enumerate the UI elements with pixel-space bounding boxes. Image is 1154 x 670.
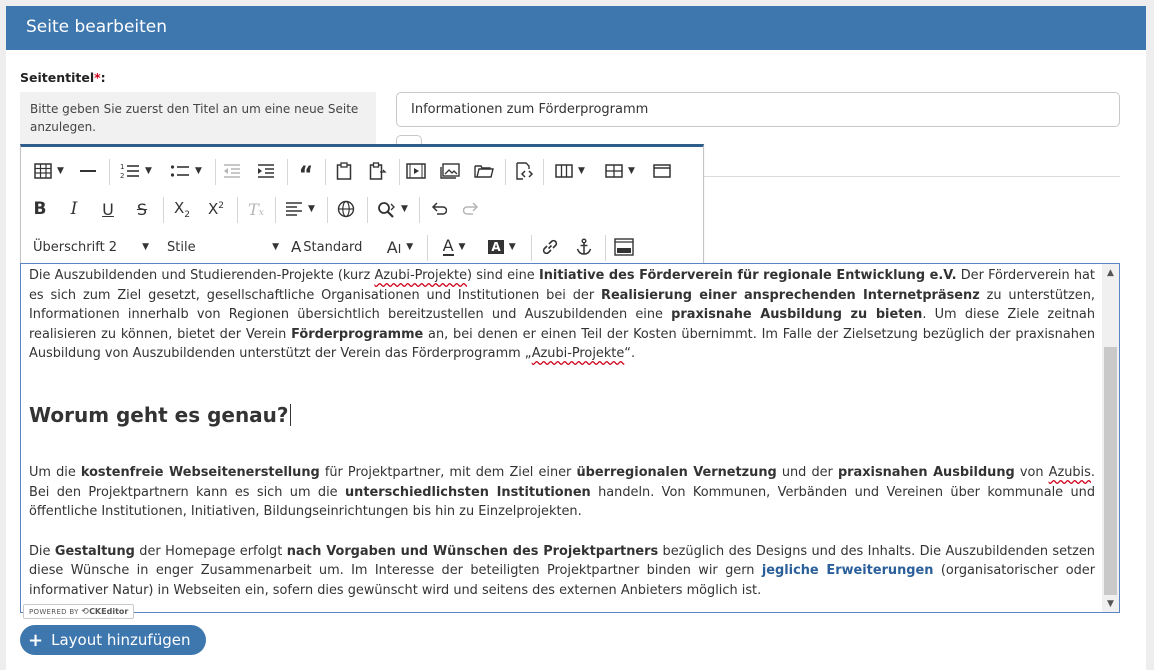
text-run: Die: [29, 543, 55, 559]
subscript-icon: $X_2$: [173, 198, 190, 220]
grid-layout-button[interactable]: [599, 158, 641, 184]
editor-scrollbar[interactable]: [1102, 264, 1119, 612]
chevron-down-icon: ▼: [308, 204, 315, 214]
file-browser-button[interactable]: [471, 158, 497, 184]
text-run: bezüglich des Designs und des Inhalts. Die Auszubildenden setzen diese Wünsche in enger Zusammenarbeit um. Im Interesse der beteiligten Projektpartner binden wir gern: [29, 543, 1095, 579]
undo-icon: [429, 202, 447, 216]
font-size-icon: AI: [386, 237, 402, 257]
text-run: Um die: [29, 464, 81, 480]
text-run: an, bei denen er einen Teil der Kosten übernimmt. Im Falle der Zielsetzung bezüglich der praxisnahen Ausbildung von Auszubildenden unterstützt der Verein das Förderprogramm „: [29, 326, 1095, 362]
title-hint: Bitte geben Sie zuerst den Titel an um eine neue Seite anzulegen.: [20, 92, 376, 144]
paste-special-icon: [369, 162, 387, 180]
find-replace-icon: [376, 200, 396, 218]
redo-button[interactable]: [459, 196, 485, 222]
horizontal-line-button[interactable]: [75, 158, 101, 184]
font-size-button[interactable]: [379, 234, 421, 260]
panel-title: Seite bearbeiten: [26, 17, 168, 37]
link-icon: [541, 238, 559, 256]
columns-button[interactable]: [549, 158, 591, 184]
clipboard-icon: [336, 162, 352, 180]
plus-icon: +: [28, 629, 44, 651]
bold-text: kostenfreie Webseitenerstellung: [80, 464, 320, 480]
style-dropdown[interactable]: Stile ▼: [167, 239, 279, 255]
text-run: ) sind eine: [467, 268, 539, 283]
bold-text: Realisierung einer ansprechenden Internetpräsenz: [601, 287, 980, 303]
folder-icon: [474, 163, 494, 179]
bold-text: praxisnahe Ausbildung zu bieten: [671, 307, 923, 323]
svg-text:1: 1: [120, 163, 125, 171]
text-run: der Homepage erfolgt: [134, 543, 287, 559]
link-button[interactable]: [537, 234, 563, 260]
bulleted-list-icon: [170, 164, 190, 178]
language-button[interactable]: [333, 196, 359, 222]
underline-icon: U: [102, 199, 114, 219]
bulleted-list-button[interactable]: [165, 158, 207, 184]
remove-format-icon: Tx: [248, 199, 264, 219]
numbered-list-button[interactable]: [115, 158, 157, 184]
chevron-down-icon: ▼: [57, 166, 64, 176]
paragraph-details: [29, 463, 1095, 522]
scroll-up-arrow-icon[interactable]: ▲: [1107, 267, 1114, 278]
svg-text:2: 2: [120, 172, 125, 180]
bold-button[interactable]: [27, 196, 53, 222]
editor-content[interactable]: [29, 266, 1095, 601]
numbered-list-icon: [120, 162, 140, 180]
italic-button[interactable]: [61, 196, 87, 222]
html-embed-icon: [614, 238, 634, 256]
blockquote-button[interactable]: [293, 158, 319, 188]
heading-dropdown[interactable]: Überschrift 2 ▼: [33, 239, 149, 255]
chevron-down-icon: ▼: [406, 242, 414, 252]
horizontal-line-icon: [79, 169, 97, 173]
source-code-icon: [514, 162, 534, 180]
rich-text-editor[interactable]: [20, 263, 1120, 613]
html-embed-button[interactable]: [611, 234, 637, 260]
misspelled-word: Azubi-Projekte: [531, 346, 625, 362]
bold-text: Initiative des Förderverein für regionale Entwicklung e.V.: [538, 268, 957, 283]
add-layout-label: Layout hinzufügen: [51, 631, 191, 649]
chevron-down-icon: ▼: [458, 242, 466, 252]
text-run: . Bei den Projektpartnern kann es sich um die: [29, 464, 1095, 500]
find-replace-button[interactable]: [371, 196, 413, 222]
image-icon: [440, 163, 460, 179]
required-marker: *: [94, 70, 101, 85]
font-family-icon: A: [291, 238, 302, 256]
chevron-down-icon: ▼: [145, 166, 152, 176]
underline-button[interactable]: [95, 196, 121, 222]
fullscreen-button[interactable]: [649, 158, 675, 184]
window-icon: [653, 164, 671, 178]
ckeditor-logo-icon: ⟲: [81, 607, 90, 617]
text-run: von: [1014, 464, 1049, 480]
chevron-down-icon: ▼: [628, 166, 635, 176]
indent-icon: [257, 164, 275, 178]
background-color-button[interactable]: [481, 234, 523, 260]
powered-by-ckeditor[interactable]: POWERED BY ⟲CKEditor: [23, 604, 134, 619]
text-run: und der: [776, 464, 838, 480]
chevron-down-icon: ▼: [508, 242, 516, 252]
undo-button[interactable]: [425, 196, 451, 222]
paragraph-design: [29, 542, 1095, 601]
scroll-thumb[interactable]: [1104, 347, 1117, 595]
editor-toolbar: [20, 144, 704, 264]
chevron-down-icon: ▼: [272, 242, 279, 252]
strikethrough-icon: S: [136, 199, 148, 219]
text-run: Die Auszubildenden und Studierenden-Projekte (kurz: [29, 268, 375, 283]
content-heading: Worum geht es genau?: [29, 402, 289, 427]
globe-icon: [337, 200, 355, 218]
text-run: “.: [624, 346, 636, 362]
insert-image-button[interactable]: [437, 158, 463, 184]
page-title-input[interactable]: [396, 92, 1120, 127]
font-color-icon: A: [442, 236, 454, 255]
bold-text: Gestaltung: [54, 543, 135, 559]
outdent-icon: [223, 164, 241, 178]
bold-text: überregionalen Vernetzung: [576, 464, 777, 480]
source-editing-button[interactable]: [511, 158, 537, 184]
indent-button[interactable]: [253, 158, 279, 184]
subscript-button[interactable]: [169, 196, 195, 222]
background-color-icon: A: [488, 240, 503, 254]
table-icon: [34, 163, 52, 179]
superscript-icon: $X^2$: [207, 200, 224, 218]
superscript-button[interactable]: [203, 196, 229, 222]
chevron-down-icon: ▼: [142, 242, 149, 252]
anchor-button[interactable]: [571, 234, 597, 260]
misspelled-word: Azubi-Projekte: [374, 268, 468, 283]
bold-text: Förderprogramme: [291, 326, 424, 342]
add-layout-button[interactable]: [20, 625, 206, 655]
font-color-button[interactable]: [433, 234, 475, 260]
paste-button[interactable]: [331, 158, 357, 184]
strikethrough-button[interactable]: [129, 196, 155, 222]
text-run: zu unterstützen, Informationen innerhalb von Regionen übersichtlich bereitzustellen und Auszubildenden eine: [29, 287, 1096, 323]
chevron-down-icon: ▼: [401, 204, 408, 214]
alignment-button[interactable]: [279, 196, 321, 222]
scroll-down-arrow-icon[interactable]: ▼: [1107, 598, 1114, 609]
outdent-button[interactable]: [219, 158, 245, 184]
panel-header: [6, 6, 1146, 50]
chevron-down-icon: ▼: [578, 166, 585, 176]
text-run: . Um diese Ziele zeitnah realisieren zu können, bietet der Verein: [29, 307, 1096, 342]
text-run: für Projektpartner, mit dem Ziel einer: [319, 464, 577, 480]
columns-icon: [555, 164, 573, 178]
insert-media-button[interactable]: [403, 158, 429, 184]
page-title-label: Seitentitel*:: [20, 70, 106, 85]
quote-icon: “: [298, 162, 314, 188]
insert-table-button[interactable]: [29, 158, 69, 184]
text-run: (organisatorischer oder informativer Natur) in Webseiten ein, sofern dies gewünscht wird und seitens des externen Anbieters möglich ist.: [29, 563, 1095, 598]
bold-text: praxisnahen Ausbildung: [837, 464, 1015, 480]
paragraph-intro: [29, 266, 1095, 364]
grid-icon: [605, 164, 623, 178]
align-left-icon: [285, 202, 303, 216]
content-link[interactable]: jegliche Erweiterungen: [761, 563, 934, 579]
redo-icon: [463, 202, 481, 216]
text-cursor: [290, 404, 291, 426]
chevron-down-icon: ▼: [195, 166, 202, 176]
bold-icon: B: [33, 199, 47, 219]
font-family-dropdown[interactable]: A Standard: [291, 238, 363, 256]
italic-icon: I: [70, 199, 78, 219]
media-icon: [406, 163, 426, 179]
paste-from-word-button[interactable]: [365, 158, 391, 184]
text-run: Der Förderverein hat es sich zum Ziel gesetzt, gesellschaftliche Organisationen und Institutionen bei der: [29, 268, 1095, 303]
misspelled-word: Azubis: [1048, 464, 1091, 480]
bold-text: nach Vorgaben und Wünschen des Projektpartners: [286, 543, 659, 559]
remove-format-button[interactable]: [243, 196, 269, 222]
bold-text: unterschiedlichsten Institutionen: [344, 484, 591, 500]
text-run: handeln. Von Kommunen, Verbänden und Vereinen über kommunale und öffentliche Institutionen, Initiativen, Bildungseinrichtungen bis hin zu Einzelprojekten.: [29, 484, 1095, 520]
anchor-icon: [575, 238, 593, 256]
